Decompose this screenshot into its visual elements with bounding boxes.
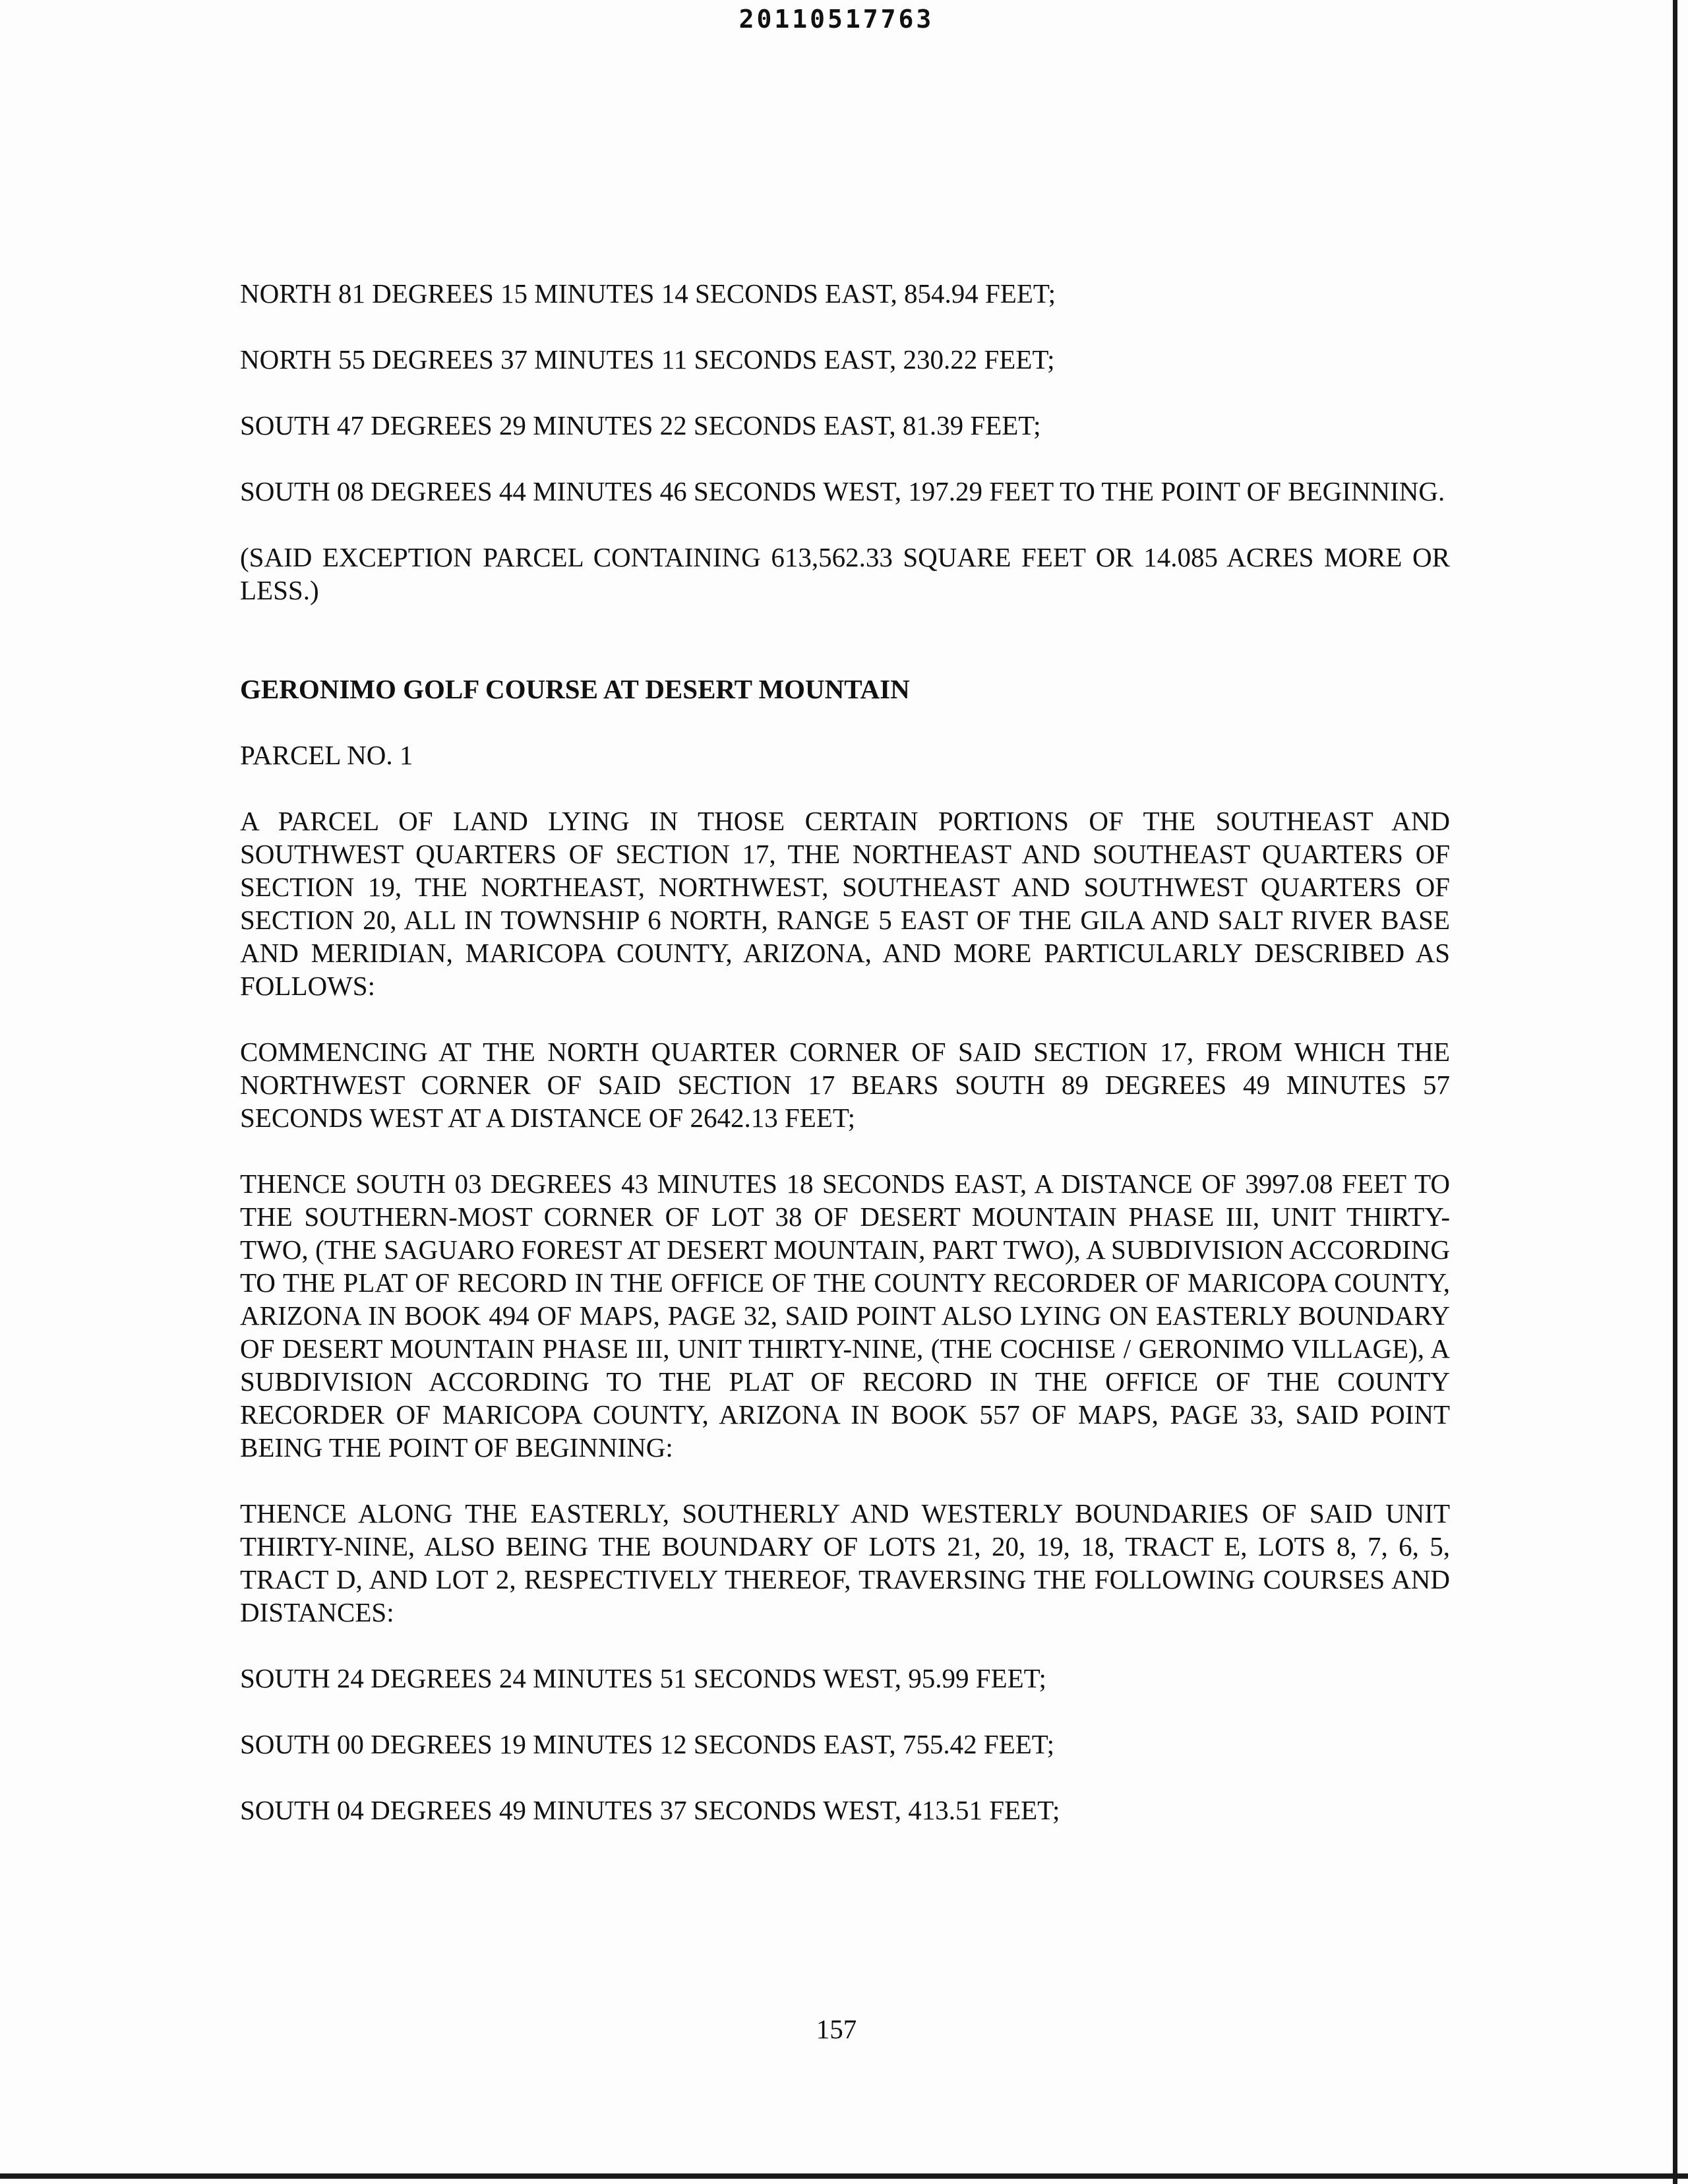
scan-border-right: [1673, 0, 1677, 2184]
course-line: NORTH 81 DEGREES 15 MINUTES 14 SECONDS EAST, 854.94 FEET;: [240, 278, 1056, 309]
boundary-paragraph: THENCE ALONG THE EASTERLY, SOUTHERLY AND WESTERLY BOUNDARIES OF SAID UNIT THIRTY-NINE, ALSO BEING THE BOUNDARY OF LOTS 21, 20, 19, 18, TRACT E, LOTS 8, 7, 6, 5, TRACT D, AND LOT 2, RESPECTIVELY THEREOF, TRAVERSING THE FOLLOWING COURSES AND DISTANCES:: [240, 1498, 1450, 1627]
course-line: SOUTH 24 DEGREES 24 MINUTES 51 SECONDS WEST, 95.99 FEET;: [240, 1663, 1046, 1693]
commencing-paragraph: COMMENCING AT THE NORTH QUARTER CORNER OF SAID SECTION 17, FROM WHICH THE NORTHWEST CORNER OF SAID SECTION 17 BEARS SOUTH 89 DEGREES 49 MINUTES 57 SECONDS WEST AT A DISTANCE OF 2642.13 FEET;: [240, 1037, 1450, 1133]
page-number: 157: [816, 2014, 857, 2044]
section-heading: GERONIMO GOLF COURSE AT DESERT MOUNTAIN: [240, 674, 910, 704]
thence-paragraph: THENCE SOUTH 03 DEGREES 43 MINUTES 18 SECONDS EAST, A DISTANCE OF 3997.08 FEET TO THE SOUTHERN-MOST CORNER OF LOT 38 OF DESERT MOUNTAIN PHASE III, UNIT THIRTY-TWO, (THE SAGUARO FOREST AT DESERT MOUNTAIN, PART TWO), A SUBDIVISION ACCORDING TO THE PLAT OF RECORD IN THE OFFICE OF THE COUNTY RECORDER OF MARICOPA COUNTY, ARIZONA IN BOOK 494 OF MAPS, PAGE 32, SAID POINT ALSO LYING ON EASTERLY BOUNDARY OF DESERT MOUNTAIN PHASE III, UNIT THIRTY-NINE, (THE COCHISE / GERONIMO VILLAGE), A SUBDIVISION ACCORDING TO THE PLAT OF RECORD IN THE OFFICE OF THE COUNTY RECORDER OF MARICOPA COUNTY, ARIZONA IN BOOK 557 OF MAPS, PAGE 33, SAID POINT BEING THE POINT OF BEGINNING:: [240, 1168, 1450, 1463]
course-line: SOUTH 00 DEGREES 19 MINUTES 12 SECONDS EAST, 755.42 FEET;: [240, 1729, 1054, 1759]
exception-parcel-note: (SAID EXCEPTION PARCEL CONTAINING 613,562.33 SQUARE FEET OR 14.085 ACRES MORE OR LESS.): [240, 542, 1450, 605]
document-body: [240, 277, 1450, 1860]
course-line: SOUTH 04 DEGREES 49 MINUTES 37 SECONDS WEST, 413.51 FEET;: [240, 1795, 1060, 1825]
course-line: SOUTH 47 DEGREES 29 MINUTES 22 SECONDS EAST, 81.39 FEET;: [240, 410, 1041, 440]
document-number: 20110517763: [738, 5, 934, 34]
course-line: NORTH 55 DEGREES 37 MINUTES 11 SECONDS EAST, 230.22 FEET;: [240, 344, 1055, 375]
scan-border-bottom: [0, 2173, 1688, 2179]
parcel-description: A PARCEL OF LAND LYING IN THOSE CERTAIN PORTIONS OF THE SOUTHEAST AND SOUTHWEST QUARTERS OF SECTION 17, THE NORTHEAST AND SOUTHEAST QUARTERS OF SECTION 19, THE NORTHEAST, NORTHWEST, SOUTHEAST AND SOUTHWEST QUARTERS OF SECTION 20, ALL IN TOWNSHIP 6 NORTH, RANGE 5 EAST OF THE GILA AND SALT RIVER BASE AND MERIDIAN, MARICOPA COUNTY, ARIZONA, AND MORE PARTICULARLY DESCRIBED AS FOLLOWS:: [240, 806, 1450, 1001]
course-line: SOUTH 08 DEGREES 44 MINUTES 46 SECONDS WEST, 197.29 FEET TO THE POINT OF BEGINNING.: [240, 476, 1445, 506]
parcel-label: PARCEL NO. 1: [240, 740, 413, 770]
